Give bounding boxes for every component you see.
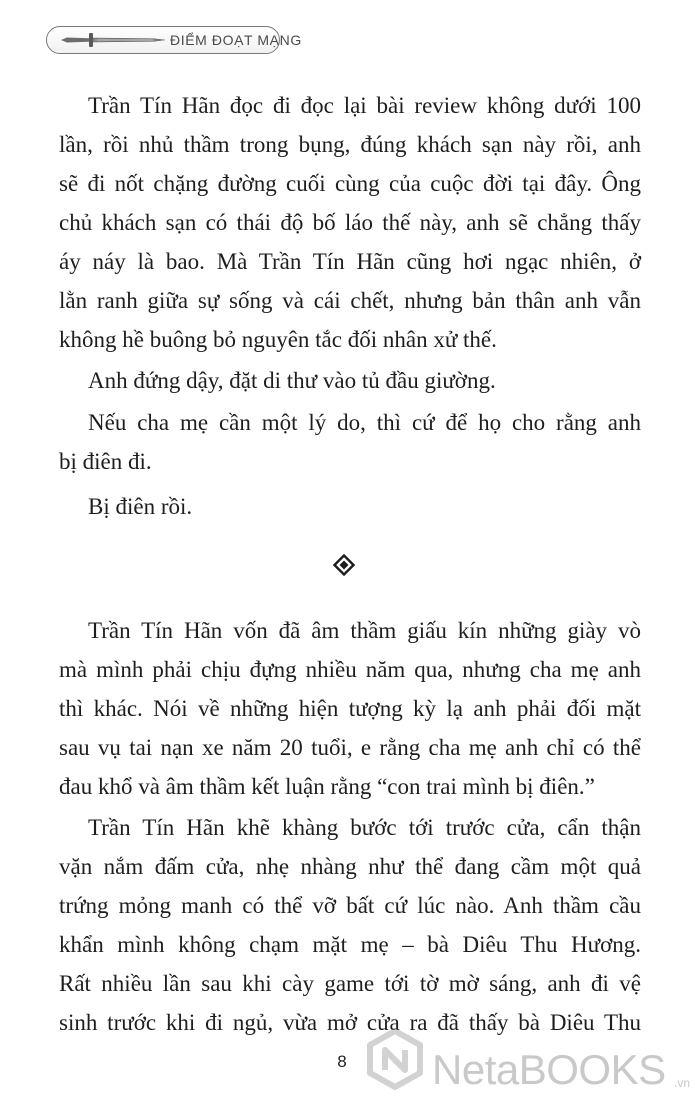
page-number: 8 [337, 1052, 347, 1071]
watermark-suffix: .vn [674, 1076, 691, 1090]
text-line: bị điên đi. [59, 449, 152, 474]
sword-icon [59, 31, 167, 49]
text-line: thì khác. Nói về những hiện tượng kỳ lạ anh phải đối mặt [59, 696, 641, 721]
text-line: đau khổ và âm thầm kết luận rằng “con trai mình bị điên.” [59, 774, 595, 799]
text-line: không hề buông bỏ nguyên tắc đối nhân xử thế. [59, 327, 497, 352]
text-line: trứng mỏng manh có thể vỡ bất cứ lúc nào. Anh thầm cầu [59, 893, 641, 918]
netabooks-logo-icon [364, 1028, 426, 1090]
text-line: Anh đứng dậy, đặt di thư vào tủ đầu giường. [88, 368, 496, 393]
text-line: Trần Tín Hãn vốn đã âm thầm giấu kín những giày vò [88, 618, 641, 643]
text-line: Nếu cha mẹ cần một lý do, thì cứ để họ cho rằng anh [88, 410, 641, 435]
watermark-text: NetaBOOKS [432, 1046, 666, 1093]
text-line: Bị điên rồi. [88, 494, 193, 519]
text-line: mà mình phải chịu đựng nhiều năm qua, nhưng cha mẹ anh [59, 657, 641, 682]
text-line: sinh trước khi đi ngủ, vừa mở cửa ra đã thấy bà Diêu Thu [59, 1010, 641, 1035]
text-line: Trần Tín Hãn đọc đi đọc lại bài review không dưới 100 [88, 93, 641, 118]
text-line: sau vụ tai nạn xe năm 20 tuổi, e rằng cha mẹ anh chỉ có thể [59, 735, 641, 760]
section-divider-icon [333, 554, 355, 576]
text-line: vặn nắm đấm cửa, nhẹ nhàng như thể đang cầm một quả [59, 854, 641, 879]
running-header [46, 26, 302, 54]
text-line: lằn ranh giữa sự sống và cái chết, nhưng bản thân anh vẫn [59, 288, 641, 313]
text-line: sẽ đi nốt chặng đường cuối cùng của cuộc đời tại đây. Ông [59, 171, 641, 196]
header-title: ĐIỂM ĐOẠT MẠNG [170, 32, 302, 48]
text-line: Trần Tín Hãn khẽ khàng bước tới trước cửa, cẩn thận [88, 815, 641, 840]
text-line: áy náy là bao. Mà Trần Tín Hãn cũng hơi ngạc nhiên, ở [59, 249, 641, 274]
text-line: khẩn mình không chạm mặt mẹ – bà Diêu Thu Hương. [59, 932, 641, 957]
text-line: Rất nhiều lần sau khi cày game tới tờ mờ sáng, anh đi vệ [59, 971, 641, 996]
text-line: lần, rồi nhủ thầm trong bụng, đúng khách sạn này rồi, anh [59, 132, 641, 157]
text-line: chủ khách sạn có thái độ bố láo thế này, anh sẽ chẳng thấy [59, 210, 641, 235]
